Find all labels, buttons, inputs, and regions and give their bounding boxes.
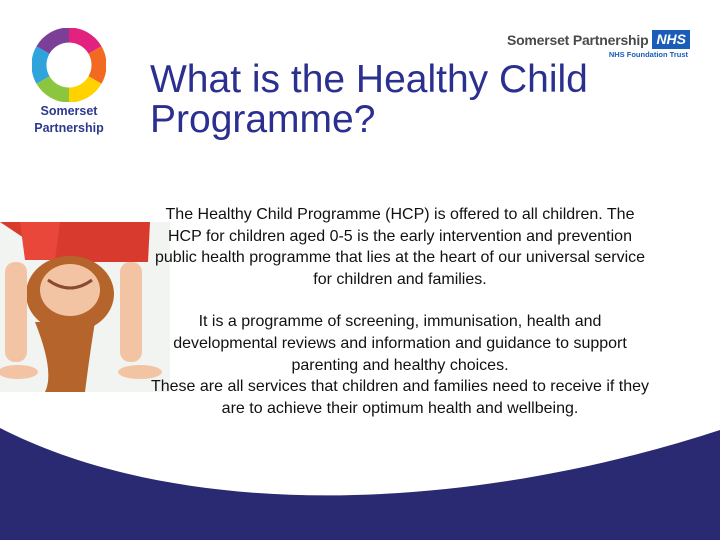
nhs-trust-logo [507,30,690,59]
title-line-2: Programme? [150,98,376,141]
body-paragraph-2: It is a programme of screening, immunisation, health and developmental reviews and information and guidance to support parenting and healthy choices. [173,313,627,374]
slide-title [150,60,670,140]
left-logo-name-2: Partnership [34,121,104,135]
ring-logo-icon [32,28,106,102]
nhs-badge: NHS [652,30,690,49]
trust-name: Somerset Partnership [506,31,649,48]
foundation-trust-label: NHS Foundation Trust [608,50,688,59]
left-logo-name-1: Somerset [40,104,98,118]
slide-body [150,204,650,419]
child-handstand-photo [0,222,170,392]
somerset-partnership-logo [28,28,110,136]
title-line-1: What is the Healthy Child [150,58,588,101]
body-paragraph-1: The Healthy Child Programme (HCP) is offered to all children. The HCP for children aged 0-5 is the early intervention and prevention public health programme that lies at the heart of our universal service for children and families. [154,206,646,288]
body-paragraph-3: These are all services that children and families need to receive if they are to achieve their optimum health and wellbeing. [150,378,650,417]
